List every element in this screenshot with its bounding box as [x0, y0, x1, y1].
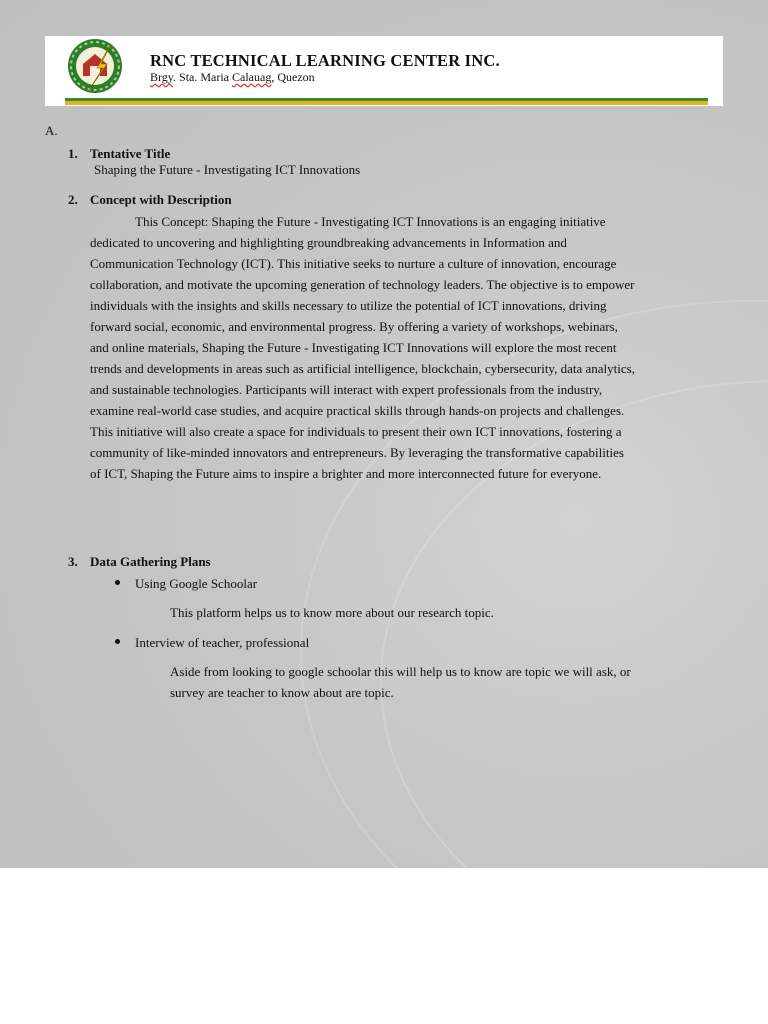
bullet-label: Interview of teacher, professional — [135, 635, 310, 650]
header-rule-yellow — [65, 101, 708, 105]
concept-line: dedicated to uncovering and highlighting groundbreaking advancements in Information and — [90, 235, 567, 250]
concept-line: Communication Technology (ICT). This initiative seeks to nurture a culture of innovation, encourage — [90, 256, 617, 271]
concept-line: forward social, economic, and environmental progress. By offering a variety of workshops, webinars, — [90, 319, 618, 334]
concept-line: individuals with the insights and skills necessary to utilize the potential of ICT innovations, driving — [90, 298, 607, 313]
concept-heading: Concept with Description — [90, 192, 232, 207]
section-letter: A. — [45, 123, 58, 138]
address-part: . Sta. Maria — [173, 70, 233, 84]
school-logo-icon — [61, 38, 129, 94]
bullet-icon — [115, 580, 120, 585]
address-part: Brgy — [150, 70, 174, 84]
item-number: 1. — [68, 146, 78, 161]
concept-line: collaboration, and motivate the upcoming generation of technology leaders. The objective is to empower — [90, 277, 635, 292]
letterhead — [45, 36, 723, 106]
item-number: 2. — [68, 192, 78, 207]
concept-line: and sustainable technologies. Participants will interact with expert professionals from the industry, — [90, 382, 603, 397]
concept-line: This Concept: Shaping the Future - Investigating ICT Innovations is an engaging initiative — [135, 214, 606, 229]
bullet-icon — [115, 639, 120, 644]
concept-line: trends and developments in areas such as artificial intelligence, blockchain, cybersecurity, data analytics, — [90, 361, 635, 376]
concept-line: of ICT, Shaping the Future aims to inspire a brighter and more interconnected future for everyone. — [90, 466, 602, 481]
address-part: Calauag — [232, 70, 272, 84]
item-number: 3. — [68, 554, 78, 569]
organization-address — [150, 70, 315, 85]
concept-line: and online materials, Shaping the Future - Investigating ICT Innovations will explore the most recent — [90, 340, 617, 355]
bullet-detail: This platform helps us to know more about our research topic. — [170, 605, 494, 620]
tentative-title-text: Shaping the Future - Investigating ICT Innovations — [94, 162, 361, 177]
bullet-detail: Aside from looking to google schoolar this will help us to know are topic we will ask, or — [170, 664, 631, 679]
bullet-label: Using Google Schoolar — [135, 576, 258, 591]
concept-line: This initiative will also create a space for individuals to present their own ICT innovations, fostering a — [90, 424, 622, 439]
concept-line: examine real-world case studies, and acquire practical skills through hands-on projects and challenges. — [90, 403, 625, 418]
tentative-title-heading: Tentative Title — [90, 146, 171, 161]
concept-line: community of like-minded innovators and entrepreneurs. By leveraging the transformative capabilities — [90, 445, 624, 460]
address-part: , Quezon — [271, 70, 315, 84]
data-gathering-heading: Data Gathering Plans — [90, 554, 211, 569]
organization-name: RNC TECHNICAL LEARNING CENTER INC. — [150, 51, 500, 70]
bullet-detail: survey are teacher to know about are topic. — [170, 685, 394, 700]
